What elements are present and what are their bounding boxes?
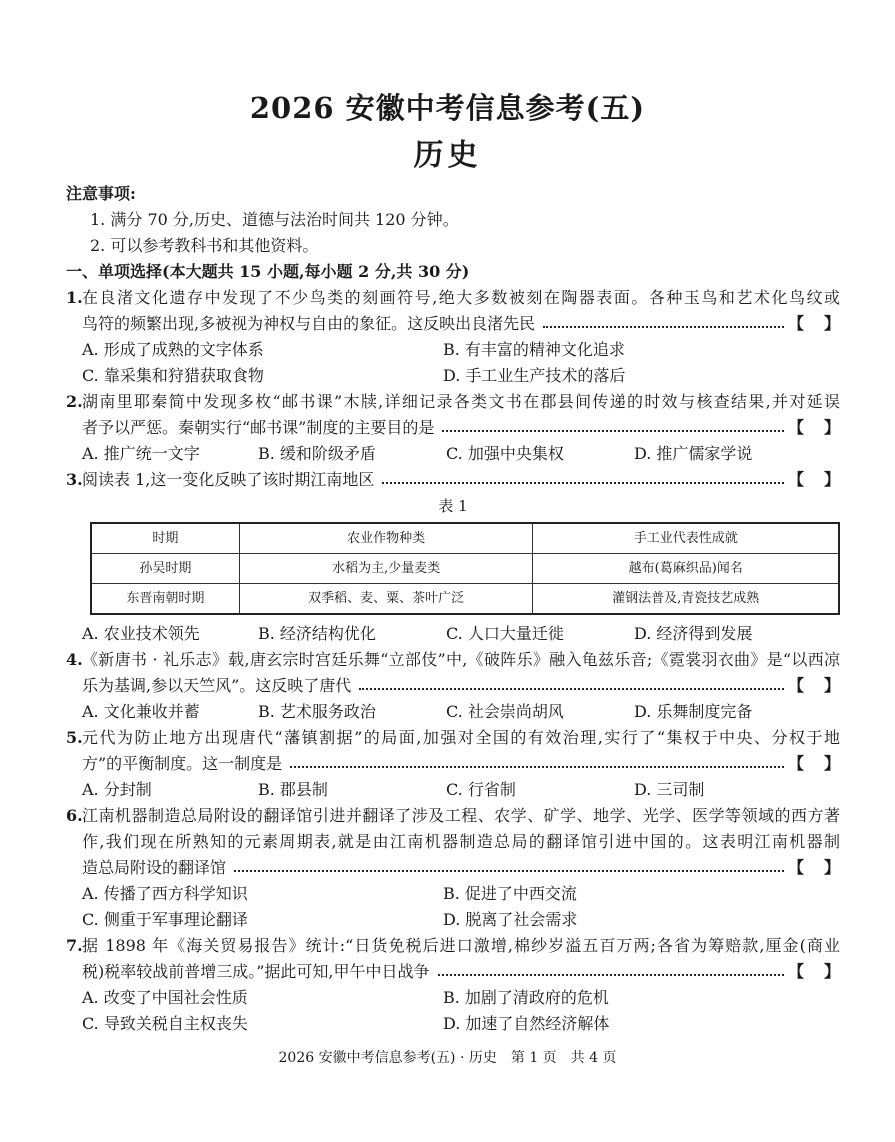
question-line — [66, 829, 840, 855]
options-row — [66, 985, 840, 1011]
option-b[interactable]: B. 缓和阶级矛盾 — [258, 444, 376, 463]
options-row — [66, 777, 840, 803]
table-cell: 东晋南朝时期 — [91, 584, 239, 615]
exam-subject: 历史 — [413, 138, 482, 173]
notice-heading: 注意事项: — [66, 184, 136, 203]
notice-item: 2. 可以参考教科书和其他资料。 — [90, 236, 319, 255]
option-c[interactable]: C. 靠采集和狩猎获取食物 — [82, 366, 264, 385]
question-6 — [66, 803, 840, 933]
bracket-close: 】 — [823, 470, 840, 489]
question-line — [66, 933, 840, 959]
exam-content — [66, 181, 840, 1037]
option-b[interactable]: B. 艺术服务政治 — [258, 702, 376, 721]
bracket-open: 【 — [788, 470, 805, 489]
page-footer: 2026 安徽中考信息参考(五) · 历史 第 1 页 共 4 页 — [278, 1050, 617, 1066]
answer-bracket[interactable] — [788, 751, 840, 777]
leader-dots — [290, 766, 784, 768]
table-cell: 水稻为主,少量麦类 — [239, 554, 533, 584]
table-cell: 孙吴时期 — [91, 554, 239, 584]
option-b[interactable]: B. 经济结构优化 — [258, 624, 376, 643]
question-1 — [66, 285, 840, 389]
question-line — [66, 285, 840, 311]
leader-dots — [442, 430, 784, 432]
exam-title: 2026 安徽中考信息参考(五) — [249, 91, 646, 125]
question-text: 阅读表 1,这一变化反映了该时期江南地区 — [82, 470, 375, 489]
question-number: 3. — [66, 470, 83, 489]
option-c[interactable]: C. 加强中央集权 — [446, 444, 564, 463]
option-a[interactable]: A. 改变了中国社会性质 — [82, 988, 248, 1007]
question-text: 造总局附设的翻译馆 — [82, 858, 227, 877]
options-row — [66, 337, 840, 363]
bracket-open: 【 — [788, 858, 805, 877]
question-text: 《新唐书 · 礼乐志》载,唐玄宗时宫廷乐舞“立部伎”中,《破阵乐》融入龟兹乐音;《霓裳羽衣曲》是“以西凉 — [82, 650, 840, 669]
question-5 — [66, 725, 840, 803]
table-header-cell: 手工业代表性成就 — [533, 523, 839, 554]
question-text: 作,我们现在所熟知的元素周期表,就是由江南机器制造总局的翻译馆引进中国的。这表明江南机器制 — [82, 832, 840, 851]
notice-item: 1. 满分 70 分,历史、道德与法治时间共 120 分钟。 — [90, 210, 459, 229]
answer-bracket[interactable] — [788, 415, 840, 441]
options-row — [66, 699, 840, 725]
section-heading: 一、单项选择(本大题共 15 小题,每小题 2 分,共 30 分) — [66, 262, 470, 281]
option-a[interactable]: A. 农业技术领先 — [82, 624, 200, 643]
question-line — [66, 467, 840, 493]
question-3 — [66, 467, 840, 647]
bracket-close: 】 — [823, 314, 840, 333]
question-text: 鸟符的频繁出现,多被视为神权与自由的象征。这反映出良渚先民 — [82, 314, 536, 333]
question-line — [66, 855, 840, 881]
question-line — [66, 389, 840, 415]
data-table — [90, 522, 840, 615]
options-row — [66, 441, 840, 467]
option-b[interactable]: B. 促进了中西交流 — [443, 884, 577, 903]
answer-bracket[interactable] — [788, 311, 840, 337]
question-text: 税)税率较战前普增三成。”据此可知,甲午中日战争 — [82, 962, 430, 981]
bracket-close: 】 — [823, 754, 840, 773]
question-number: 1. — [66, 288, 83, 307]
option-c[interactable]: C. 侧重于军事理论翻译 — [82, 910, 248, 929]
table-row — [91, 584, 839, 615]
question-text: 乐为基调,参以天竺风”。这反映了唐代 — [82, 676, 352, 695]
question-text: 据 1898 年《海关贸易报告》统计:“日货免税后进口激增,棉纱岁溢五百万两;各省为筹赔款,厘金(商业 — [82, 936, 840, 955]
question-line — [66, 751, 840, 777]
question-text: 湖南里耶秦简中发现多枚“邮书课”木牍,详细记录各类文书在郡县间传递的时效与核查结果,并对延误 — [82, 392, 840, 411]
bracket-open: 【 — [788, 754, 805, 773]
table-cell: 双季稻、麦、粟、茶叶广泛 — [239, 584, 533, 615]
question-number: 4. — [66, 650, 83, 669]
table-header-row — [91, 523, 839, 554]
options-row — [66, 1011, 840, 1037]
question-4 — [66, 647, 840, 725]
option-b[interactable]: B. 加剧了清政府的危机 — [443, 988, 609, 1007]
option-a[interactable]: A. 分封制 — [82, 780, 152, 799]
leader-dots — [359, 688, 784, 690]
table-cell: 越布(葛麻织品)闻名 — [533, 554, 839, 584]
table-row — [91, 554, 839, 584]
leader-dots — [234, 870, 784, 872]
question-number: 7. — [66, 936, 83, 955]
option-a[interactable]: A. 形成了成熟的文字体系 — [82, 340, 264, 359]
option-d[interactable]: D. 经济得到发展 — [634, 624, 753, 643]
option-d[interactable]: D. 脱离了社会需求 — [443, 910, 578, 929]
option-c[interactable]: C. 行省制 — [446, 780, 516, 799]
table-header-cell: 农业作物种类 — [239, 523, 533, 554]
options-row — [66, 621, 840, 647]
bracket-open: 【 — [788, 962, 805, 981]
question-list — [66, 285, 840, 1037]
question-line — [66, 673, 840, 699]
leader-dots — [543, 326, 784, 328]
question-text: 方”的平衡制度。这一制度是 — [82, 754, 283, 773]
bracket-close: 】 — [823, 676, 840, 695]
option-d[interactable]: D. 手工业生产技术的落后 — [443, 366, 626, 385]
table-cell: 灌钢法普及,青瓷技艺成熟 — [533, 584, 839, 615]
option-c[interactable]: C. 导致关税自主权丧失 — [82, 1014, 248, 1033]
question-line — [66, 311, 840, 337]
question-text: 元代为防止地方出现唐代“藩镇割据”的局面,加强对全国的有效治理,实行了“集权于中央、分权于地 — [82, 728, 840, 747]
option-d[interactable]: D. 乐舞制度完备 — [634, 702, 753, 721]
question-line — [66, 415, 840, 441]
question-number: 5. — [66, 728, 83, 747]
option-c[interactable]: C. 社会崇尚胡风 — [446, 702, 564, 721]
answer-bracket[interactable] — [788, 467, 840, 493]
bracket-close: 】 — [823, 858, 840, 877]
option-d[interactable]: D. 三司制 — [634, 780, 705, 799]
question-text: 在良渚文化遗存中发现了不少鸟类的刻画符号,绝大多数被刻在陶器表面。各种玉鸟和艺术化鸟纹或 — [82, 288, 840, 307]
option-a[interactable]: A. 传播了西方科学知识 — [82, 884, 248, 903]
option-b[interactable]: B. 有丰富的精神文化追求 — [443, 340, 625, 359]
table-caption: 表 1 — [438, 497, 468, 515]
question-number: 6. — [66, 806, 83, 825]
question-7 — [66, 933, 840, 1037]
question-text: 者予以严惩。秦朝实行“邮书课”制度的主要目的是 — [82, 418, 435, 437]
answer-bracket[interactable] — [788, 673, 840, 699]
bracket-open: 【 — [788, 418, 805, 437]
option-a[interactable]: A. 推广统一文字 — [82, 444, 200, 463]
option-b[interactable]: B. 郡县制 — [258, 780, 328, 799]
option-c[interactable]: C. 人口大量迁徙 — [446, 624, 564, 643]
question-line — [66, 959, 840, 985]
question-text: 江南机器制造总局附设的翻译馆引进并翻译了涉及工程、农学、矿学、地学、光学、医学等领域的西方著 — [82, 806, 840, 825]
question-2 — [66, 389, 840, 467]
options-row — [66, 881, 840, 907]
table-header-cell: 时期 — [91, 523, 239, 554]
bracket-close: 】 — [823, 962, 840, 981]
option-a[interactable]: A. 文化兼收并蓄 — [82, 702, 200, 721]
answer-bracket[interactable] — [788, 855, 840, 881]
bracket-open: 【 — [788, 676, 805, 695]
question-line — [66, 725, 840, 751]
question-number: 2. — [66, 392, 83, 411]
option-d[interactable]: D. 加速了自然经济解体 — [443, 1014, 610, 1033]
options-row — [66, 907, 840, 933]
bracket-close: 】 — [823, 418, 840, 437]
leader-dots — [382, 482, 784, 484]
bracket-open: 【 — [788, 314, 805, 333]
question-line — [66, 803, 840, 829]
question-line — [66, 647, 840, 673]
answer-bracket[interactable] — [788, 959, 840, 985]
leader-dots — [438, 974, 784, 976]
options-row — [66, 363, 840, 389]
option-d[interactable]: D. 推广儒家学说 — [634, 444, 753, 463]
